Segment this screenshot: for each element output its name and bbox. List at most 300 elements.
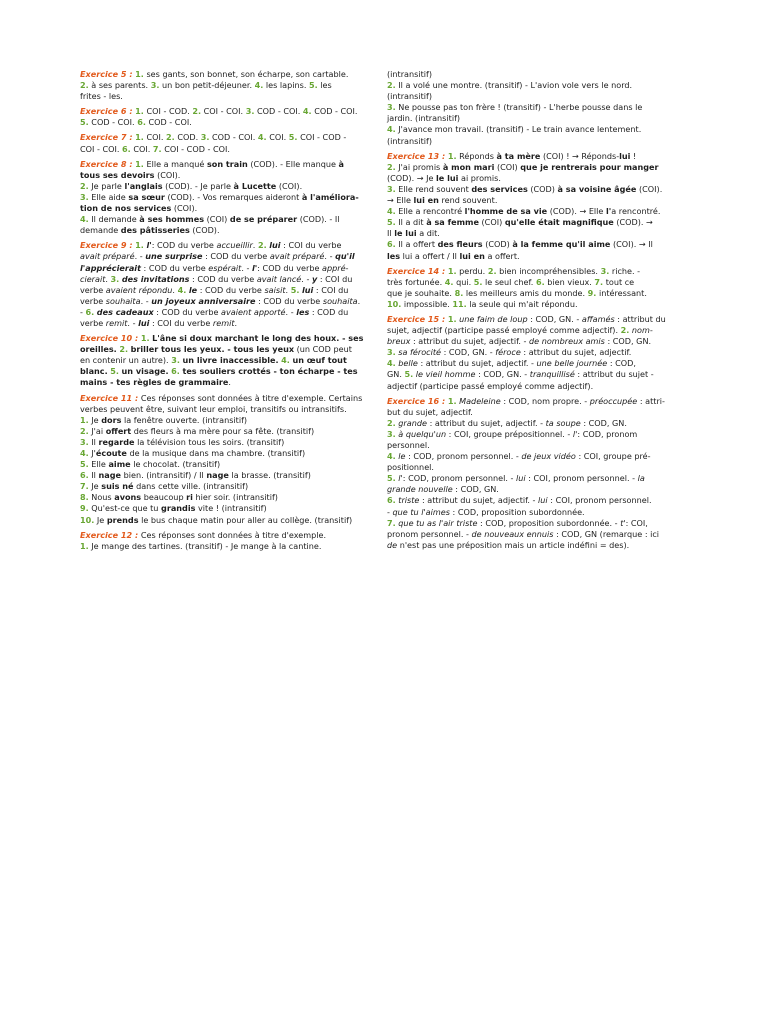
item-number: 2. — [166, 132, 175, 143]
item-number: 3. — [110, 273, 120, 284]
answer-text: les — [320, 80, 332, 91]
answer-text: son train — [206, 158, 248, 169]
answer-text: un joyeux anniversaire — [151, 295, 256, 306]
answer-text: tous ses devoirs — [80, 169, 155, 180]
exercise-title: Exercice 9 : — [80, 240, 133, 251]
answer-line — [387, 347, 678, 358]
answer-text: qu'il — [335, 251, 355, 262]
answer-text: (COI). — [157, 169, 181, 180]
answer-text: des fleurs — [437, 239, 483, 250]
answer-text: Il — [91, 470, 96, 481]
answer-text: offert — [105, 425, 132, 436]
item-number: 1. — [135, 132, 144, 143]
answer-text: Il demande — [91, 214, 137, 225]
answer-line — [80, 344, 368, 355]
item-number: 4. — [387, 124, 396, 135]
item-number: 1. — [447, 265, 457, 276]
answer-line — [80, 437, 368, 448]
answer-text: lui — [538, 495, 548, 506]
answer-text: l' — [572, 428, 578, 439]
exercise-block — [80, 333, 368, 388]
answer-text: ! — [633, 150, 637, 161]
answer-text: sa sœur — [128, 191, 165, 202]
answer-text: mains - tes règles de grammaire — [80, 377, 229, 388]
answer-text: - — [329, 251, 333, 262]
answer-text: Réponds — [459, 150, 494, 161]
answer-text: remit — [212, 317, 235, 328]
answer-line — [80, 515, 368, 526]
answer-text: . — [127, 317, 130, 328]
item-number: 2. — [487, 265, 497, 276]
answer-text: Nous — [91, 492, 112, 503]
answer-text: que je rentrerais pour manger — [520, 161, 659, 172]
answer-line — [387, 299, 678, 310]
answer-line — [80, 541, 368, 552]
answer-text: (COD). — [192, 225, 220, 236]
answer-text: : attribut du sujet, adjectif. - — [429, 417, 544, 428]
answer-text: COD. — [177, 132, 199, 143]
answer-text: . — [252, 240, 256, 251]
answer-text: de nouveaux ennuis — [471, 528, 554, 539]
answer-line — [387, 507, 678, 518]
answer-line — [387, 462, 678, 473]
answer-text: des pâtisseries — [120, 225, 190, 236]
item-number: 4. — [387, 451, 396, 462]
answer-text: le — [398, 451, 406, 462]
answer-text: avait préparé — [269, 251, 325, 262]
answer-text: remit — [105, 317, 128, 328]
item-number: 10. — [387, 298, 402, 309]
answer-text: : COD, nom propre. - — [503, 395, 588, 406]
answer-text: - — [80, 306, 83, 317]
answer-text: : attribut du sujet, adjectif. - — [420, 358, 534, 369]
answer-text: Je parle — [91, 180, 122, 191]
answer-text: : attribut du sujet, adjectif. — [523, 347, 632, 358]
answer-text: (COD). → — [616, 217, 653, 228]
answer-text: : COI, groupe pré- — [578, 451, 651, 462]
answer-line — [80, 448, 368, 459]
answer-line — [387, 495, 678, 506]
answer-text: Je — [91, 481, 99, 492]
right-column — [387, 69, 678, 555]
answer-text: verbe — [80, 317, 104, 328]
answer-text: (COI). → Il — [613, 239, 653, 250]
exercise-title: Exercice 6 : — [80, 106, 133, 117]
answer-line — [387, 440, 678, 451]
answer-text: la — [637, 473, 645, 484]
item-number: 6. — [85, 306, 95, 317]
item-number: 2. — [620, 325, 630, 336]
answer-text: Il a volé une montre. (transitif) - L'avion vole vers le nord. — [398, 80, 633, 91]
exercise-block — [387, 266, 678, 310]
item-number: 9. — [587, 287, 597, 298]
item-number: 1. — [447, 395, 457, 406]
answer-line — [387, 195, 678, 206]
answer-text: Je mange des tartines. (transitif) - Je mange à la cantine. — [91, 540, 322, 551]
answer-text: à ta mère — [496, 150, 541, 161]
answer-text: appré- — [322, 262, 349, 273]
item-number: 5. — [110, 366, 119, 377]
answer-text: : COD, GN (remarque : ici — [556, 528, 660, 539]
answer-text: la seule qui m'ait répondu. — [469, 298, 578, 309]
answer-text: - — [246, 262, 250, 273]
answer-line — [387, 124, 678, 135]
item-number: 4. — [387, 206, 396, 217]
answer-text: des cadeaux — [96, 306, 154, 317]
answer-text: lui en — [459, 250, 485, 261]
item-number: 4. — [387, 358, 396, 369]
answer-text: les — [387, 250, 401, 261]
item-number: 7. — [594, 276, 604, 287]
answer-text: briller tous les yeux. - tous les yeux — [130, 344, 295, 355]
answer-line — [387, 173, 678, 184]
answer-text: Il a dit — [398, 217, 424, 228]
answer-text: tes souliers crottés - ton écharpe - tes — [182, 366, 358, 377]
answer-line — [80, 415, 368, 426]
answer-text: (intransitif) — [387, 69, 433, 79]
item-number: 2. — [257, 240, 267, 251]
answer-text: COD - COI. — [91, 117, 135, 128]
answer-text: le — [188, 284, 198, 295]
answer-text: COI - COI. — [80, 143, 120, 154]
answer-line — [80, 251, 368, 262]
item-number: 2. — [192, 106, 202, 117]
answer-text: Elle aide — [91, 191, 126, 202]
item-number: 3. — [600, 265, 610, 276]
answer-text: à Lucette — [233, 180, 277, 191]
answer-text: Il — [91, 436, 96, 447]
item-number: 1. — [135, 158, 144, 169]
exercise-block — [387, 69, 678, 147]
answer-text: vite ! (intransitif) — [198, 503, 267, 514]
answer-text: l'anglais — [124, 180, 163, 191]
answer-text: . — [324, 251, 327, 262]
answer-line — [387, 358, 678, 369]
answer-text: le lui — [394, 228, 417, 239]
answer-text: (COI). — [638, 183, 663, 194]
item-number: 2. — [80, 425, 89, 436]
answer-text: regarde — [98, 436, 135, 447]
item-number: 7. — [80, 481, 89, 492]
answer-text: cierait — [80, 273, 106, 284]
answer-text: : COI, pronom personnel. - — [528, 473, 636, 484]
answer-text: : COD, GN. - — [478, 369, 528, 380]
answer-text: féroce — [495, 347, 521, 358]
item-number: 7. — [387, 517, 396, 528]
left-column — [80, 69, 368, 556]
exercise-title: Exercice 10 : — [80, 333, 139, 344]
answer-line — [80, 503, 368, 514]
answer-text: à sa voisine âgée — [557, 183, 637, 194]
answer-text: - — [290, 306, 294, 317]
answer-text: : COD, GN. — [607, 336, 652, 347]
answer-text: J'ai — [91, 425, 104, 436]
answer-text: le seul chef. — [485, 276, 534, 287]
answer-text: : attribut du — [617, 313, 666, 324]
item-number: 2. — [387, 161, 396, 172]
answer-text: blanc. — [80, 366, 108, 377]
exercise-block — [387, 396, 678, 551]
answer-text: t' — [620, 517, 626, 528]
answer-line — [387, 162, 678, 173]
answer-line — [80, 285, 368, 296]
answer-text: : COI, — [625, 517, 648, 528]
answer-text: : COD du verbe — [258, 295, 321, 306]
answer-text: : attribut du sujet - — [577, 369, 654, 380]
answer-line — [387, 102, 678, 113]
answer-text: écoute — [95, 448, 127, 458]
answer-line — [80, 307, 368, 318]
answer-text: Qu'est-ce que tu — [91, 503, 159, 514]
answer-text: . — [241, 262, 244, 273]
answer-text: : COD, proposition subordonnée. - — [480, 517, 618, 528]
answer-text: saisit — [264, 284, 286, 295]
answer-text: J'avance mon travail. (transitif) - Le train avance lentement. — [398, 124, 642, 135]
answer-text: . — [301, 273, 304, 284]
answer-text: intéressant. — [598, 287, 647, 298]
answer-line — [80, 225, 368, 236]
exercise-block — [80, 106, 368, 128]
answer-text: qui. — [456, 276, 472, 287]
answer-text: positionnel. — [387, 462, 434, 473]
answer-line — [80, 333, 368, 344]
answer-line — [80, 530, 368, 541]
answer-text: : COD du verbe — [143, 262, 206, 273]
item-number: 5. — [309, 80, 318, 91]
answer-line — [80, 117, 368, 128]
answer-text: (COD). - Elle manque — [250, 158, 336, 169]
answer-text: personnel. — [387, 440, 430, 450]
answer-text: avait lancé — [256, 273, 302, 284]
item-number: 3. — [387, 347, 396, 358]
item-number: 3. — [80, 436, 89, 447]
item-number: 4. — [281, 355, 290, 366]
answer-text: le vieil homme — [415, 369, 476, 380]
answer-text: → Elle — [387, 195, 411, 206]
answer-text: en contenir un autre). — [80, 355, 169, 366]
item-number: 4. — [302, 106, 312, 117]
answer-text: : COD du verbe — [257, 262, 320, 273]
answer-text: Ces réponses sont données à titre d'exemple. Certains — [140, 392, 363, 403]
answer-text: - — [132, 317, 136, 328]
item-number: 10. — [80, 514, 95, 525]
item-number: 5. — [473, 276, 483, 287]
answer-text: très fortunée. — [387, 276, 443, 287]
answer-text: qu'elle était magnifique — [504, 217, 614, 228]
item-number: 3. — [171, 355, 180, 366]
answer-text: demande — [80, 225, 119, 236]
answer-text: des invitations — [121, 273, 190, 284]
answer-text: nage — [98, 470, 122, 481]
answer-line — [80, 318, 368, 329]
answer-line — [387, 206, 678, 217]
answer-line — [80, 69, 368, 80]
answer-text: : COI du — [315, 284, 349, 295]
item-number: 7. — [152, 143, 162, 154]
answer-text: : COD du — [311, 306, 349, 317]
answer-text: avaient répondu — [105, 284, 173, 295]
answer-text: : COI du — [319, 273, 353, 284]
answer-text: dans cette ville. (intransitif) — [136, 481, 249, 492]
answer-line — [387, 369, 678, 380]
item-number: 5. — [404, 369, 414, 380]
answer-text: tion de nos services — [80, 203, 172, 214]
answer-text: COI - COD. — [146, 106, 190, 117]
answer-text: J'ai promis — [398, 161, 441, 172]
exercise-title: Exercice 5 : — [80, 69, 133, 79]
answer-text: : COD du verbe — [205, 251, 268, 262]
answer-text: nom- — [631, 325, 653, 336]
answer-text: riche. - — [611, 265, 641, 276]
answer-text: la brasse. (transitif) — [231, 470, 311, 481]
answer-line — [387, 336, 678, 347]
answer-line — [387, 69, 678, 80]
item-number: 3. — [245, 106, 255, 117]
item-number: 6. — [535, 276, 545, 287]
item-number: 5. — [80, 117, 89, 128]
answer-text: : COI, groupe prépositionnel. - — [448, 428, 571, 439]
answer-text: les meilleurs amis du monde. — [465, 287, 586, 298]
answer-text: Il a offert — [398, 239, 436, 250]
item-number: 3. — [387, 183, 396, 194]
exercise-title: Exercice 13 : — [387, 150, 446, 161]
answer-text: breux — [387, 336, 411, 347]
answer-text: . — [285, 284, 289, 295]
answer-text: - — [306, 273, 310, 284]
answer-text: lui — [619, 150, 631, 161]
item-number: 3. — [387, 428, 396, 439]
item-number: 5. — [387, 473, 396, 484]
answer-text: (COD). → Je — [387, 172, 434, 183]
answer-text: . — [140, 295, 144, 306]
item-number: 4. — [80, 448, 89, 458]
answer-line — [80, 459, 368, 470]
item-number: 5. — [387, 217, 396, 228]
answer-text: sa férocité — [398, 347, 442, 358]
answer-line — [387, 396, 678, 407]
answer-line — [387, 381, 678, 392]
answer-text: (COI). — [173, 203, 198, 214]
answer-line — [80, 181, 368, 192]
answer-text: lui en — [413, 195, 439, 206]
answer-line — [387, 266, 678, 277]
answer-text: Madeleine — [459, 395, 501, 406]
item-number: 1. — [80, 414, 89, 425]
answer-line — [387, 540, 678, 551]
item-number: 9. — [80, 503, 89, 514]
answer-text: de jeux vidéo — [521, 451, 576, 462]
item-number: 3. — [200, 132, 210, 143]
answer-text: ai promis. — [461, 172, 501, 183]
answer-text: l' — [146, 240, 152, 251]
answer-text: une faim de loup — [459, 313, 528, 324]
answer-text: Il — [387, 228, 392, 239]
answer-text: à ses hommes — [139, 214, 205, 225]
answer-text: Je — [91, 414, 99, 425]
answer-line — [80, 366, 368, 377]
answer-line — [80, 263, 368, 274]
answer-text: (COI). — [278, 180, 303, 191]
answer-text: hier soir. (intransitif) — [195, 492, 278, 503]
answer-text: de — [387, 539, 398, 550]
item-number: 6. — [171, 366, 180, 377]
answer-text: (COD) — [485, 239, 510, 250]
answer-line — [387, 136, 678, 147]
answer-text: lui — [302, 284, 314, 295]
answer-line — [80, 80, 368, 91]
item-number: 1. — [447, 150, 457, 161]
answer-text: - — [145, 295, 149, 306]
answer-text: (COI) — [496, 161, 518, 172]
answer-text: (intransitif) — [387, 135, 433, 146]
answer-text: tout ce — [605, 276, 635, 287]
answer-text: de la musique dans ma chambre. (transitif) — [129, 448, 306, 458]
answer-text: verbe — [80, 284, 104, 295]
answer-line — [387, 80, 678, 91]
answer-text: rend souvent. — [441, 195, 498, 206]
exercise-block — [80, 69, 368, 102]
answer-text: beaucoup — [143, 492, 184, 503]
answer-text: bien. (intransitif) / Il — [123, 470, 204, 481]
answer-text: bien incompréhensibles. — [499, 265, 599, 276]
item-number: 4. — [254, 80, 264, 91]
answer-text: : COD, pronom personnel. - — [402, 473, 514, 484]
answer-text: adjectif (participe passé employé comme adjectif). — [387, 380, 594, 391]
answer-text: triste — [398, 495, 420, 506]
answer-text: n'est pas une préposition mais un article indéfini = des). — [399, 539, 630, 550]
answer-text: ta soupe — [545, 417, 581, 428]
answer-text: Elle — [91, 459, 106, 470]
item-number: 1. — [80, 540, 89, 551]
answer-text: avaient apporté — [221, 306, 286, 317]
exercise-block — [80, 159, 368, 237]
answer-text: COI. — [133, 143, 151, 154]
answer-text: : COI du verbe — [151, 317, 211, 328]
answer-text: : COD, — [609, 358, 636, 369]
answer-line — [80, 106, 368, 117]
answer-text: . — [234, 317, 238, 328]
answer-text: belle — [398, 358, 418, 369]
answer-line — [80, 296, 368, 307]
answer-line — [80, 355, 368, 366]
answer-line — [387, 277, 678, 288]
answer-text: (COD) — [530, 183, 555, 194]
answer-text: : COD du verbe — [156, 306, 219, 317]
answer-text: lui — [516, 473, 526, 484]
exercise-block — [80, 393, 368, 526]
answer-text: la télévision tous les soirs. (transitif) — [137, 436, 285, 447]
answer-text: que tu as l'air triste — [398, 517, 478, 528]
answer-text: les — [296, 306, 310, 317]
exercise-title: Exercice 12 : — [80, 529, 139, 540]
answer-text: tranquillisé — [529, 369, 575, 380]
answer-text: à — [338, 158, 345, 169]
answer-text: . — [172, 284, 175, 295]
answer-line — [80, 404, 368, 415]
answer-text: l'homme de sa vie — [464, 206, 548, 217]
answer-text: COI - COI. — [203, 106, 244, 117]
answer-text: bien vieux. — [547, 276, 592, 287]
answer-text: COD - COI. — [257, 106, 301, 117]
answer-text: nage — [206, 470, 229, 481]
answer-line — [80, 274, 368, 285]
answer-text: le bus chaque matin pour aller au collège. (transitif) — [141, 514, 353, 525]
answer-line — [80, 393, 368, 404]
answer-text: : attribut du sujet, adjectif. - — [422, 495, 536, 506]
exercise-block — [80, 530, 368, 552]
item-number: 4. — [257, 132, 267, 143]
answer-text: un bon petit-déjeuner. — [162, 80, 253, 91]
